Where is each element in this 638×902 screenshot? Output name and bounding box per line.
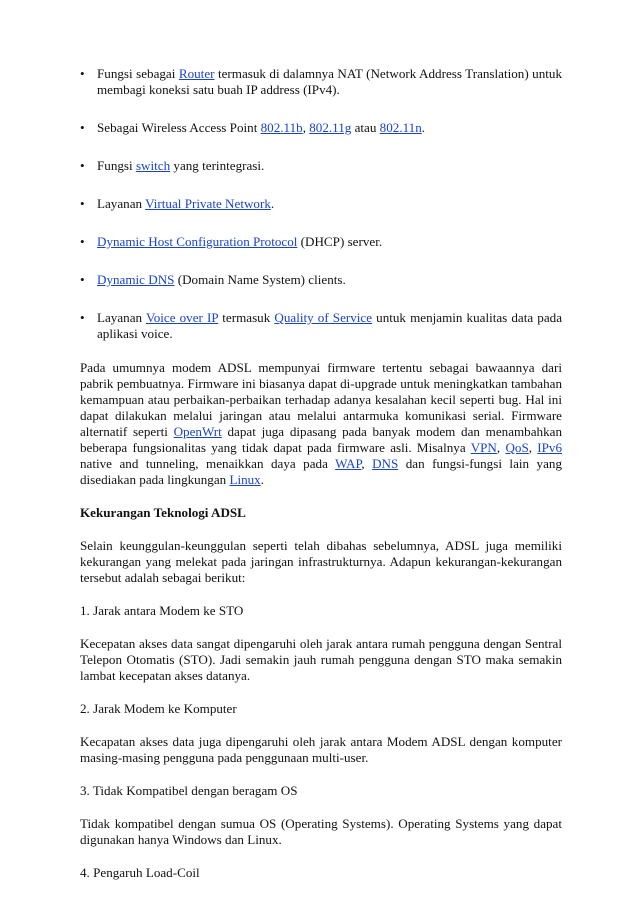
link-vpn[interactable]: VPN	[470, 440, 497, 455]
link-dns[interactable]: DNS	[372, 456, 399, 471]
item-body-2: Kecapatan akses data juga dipengaruhi oleh jarak antara Modem ADSL dengan komputer masing-masing pengguna pada penggunaan multi-user.	[80, 734, 562, 765]
link-linux[interactable]: Linux	[229, 472, 261, 487]
document-page	[80, 66, 562, 898]
bullet-dhcp: • Dynamic Host Configuration Protocol (DHCP) server.	[80, 234, 383, 249]
bullet-voip: • Layanan Voice over IP termasuk Quality of Service untuk menjamin kualitas data pada aplikasi voice.	[80, 310, 563, 341]
link-openwrt[interactable]: OpenWrt	[173, 424, 222, 439]
intro-paragraph: Selain keunggulan-keunggulan seperti telah dibahas sebelumnya, ADSL juga memiliki kekurangan yang melekat pada jaringan infrastrukturnya. Adapun kekurangan-kekurangan tersebut adalah sebagai berikut:	[80, 538, 562, 585]
link-802-11n[interactable]: 802.11n	[379, 120, 422, 135]
link-virtual-private-network[interactable]: Virtual Private Network	[145, 196, 271, 211]
item-title-2: 2. Jarak Modem ke Komputer	[80, 701, 237, 716]
bullet-router: • Fungsi sebagai Router termasuk di dalamnya NAT (Network Address Translation) untuk membagi koneksi satu buah IP address (IPv4).	[80, 66, 562, 97]
link-voice-over-ip[interactable]: Voice over IP	[145, 310, 219, 325]
link-802-11g[interactable]: 802.11g	[309, 120, 352, 135]
link-switch[interactable]: switch	[135, 158, 171, 173]
bullet-wireless: • Sebagai Wireless Access Point 802.11b, 802.11g atau 802.11n.	[80, 120, 426, 135]
bullet-dot: •	[80, 120, 85, 135]
link-qos[interactable]: QoS	[505, 440, 529, 455]
link-802-11b[interactable]: 802.11b	[260, 120, 303, 135]
bullet-dot: •	[80, 310, 85, 325]
link-router[interactable]: Router	[178, 66, 215, 81]
link-dhcp[interactable]: Dynamic Host Configuration Protocol	[97, 234, 298, 249]
link-ipv6[interactable]: IPv6	[537, 440, 563, 455]
bullet-dot: •	[80, 234, 85, 249]
bullet-switch: • Fungsi switch yang terintegrasi.	[80, 158, 265, 173]
link-quality-of-service[interactable]: Quality of Service	[274, 310, 373, 325]
bullet-dot: •	[80, 66, 85, 81]
bullet-dot: •	[80, 158, 85, 173]
item-title-1: 1. Jarak antara Modem ke STO	[80, 603, 244, 618]
section-heading: Kekurangan Teknologi ADSL	[80, 505, 246, 520]
bullet-vpn: • Layanan Virtual Private Network.	[80, 196, 275, 211]
link-dynamic-dns[interactable]: Dynamic DNS	[97, 272, 175, 287]
link-wap[interactable]: WAP	[335, 456, 362, 471]
bullet-dot: •	[80, 196, 85, 211]
item-title-3: 3. Tidak Kompatibel dengan beragam OS	[80, 783, 298, 798]
item-body-1: Kecepatan akses data sangat dipengaruhi oleh jarak antara rumah pengguna dengan Sentral Telepon Otomatis (STO). Jadi semakin jauh rumah pengguna dengan STO maka semakin lambat kecepatan akses datanya.	[80, 636, 562, 683]
item-title-4: 4. Pengaruh Load-Coil	[80, 865, 200, 880]
bullet-dot: •	[80, 272, 85, 287]
bullet-dynamic-dns: • Dynamic DNS (Domain Name System) clients.	[80, 272, 346, 287]
firmware-paragraph: Pada umumnya modem ADSL mempunyai firmware tertentu sebagai bawaannya dari pabrik pembuatnya. Firmware ini biasanya dapat di-upgrade untuk meningkatkan tambahan kemampuan atau perbaikan-perbaikan terhadap adanya kesalahan kecil seperti bug. Hal ini dapat dilakukan melalui jaringan atau melalui antarmuka komunikasi serial. Firmware alternatif seperti OpenWrt dapat juga dipasang pada banyak modem dan menambahkan beberapa fungsionalitas yang tidak dapat pada firmware asli. Misalnya VPN, QoS, IPv6 native and tunneling, menaikkan daya pada WAP, DNS dan fungsi-fungsi lain yang disediakan pada lingkungan Linux.	[80, 360, 563, 487]
item-body-3: Tidak kompatibel dengan sumua OS (Operating Systems). Operating Systems yang dapat digunakan hanya Windows dan Linux.	[80, 816, 562, 847]
